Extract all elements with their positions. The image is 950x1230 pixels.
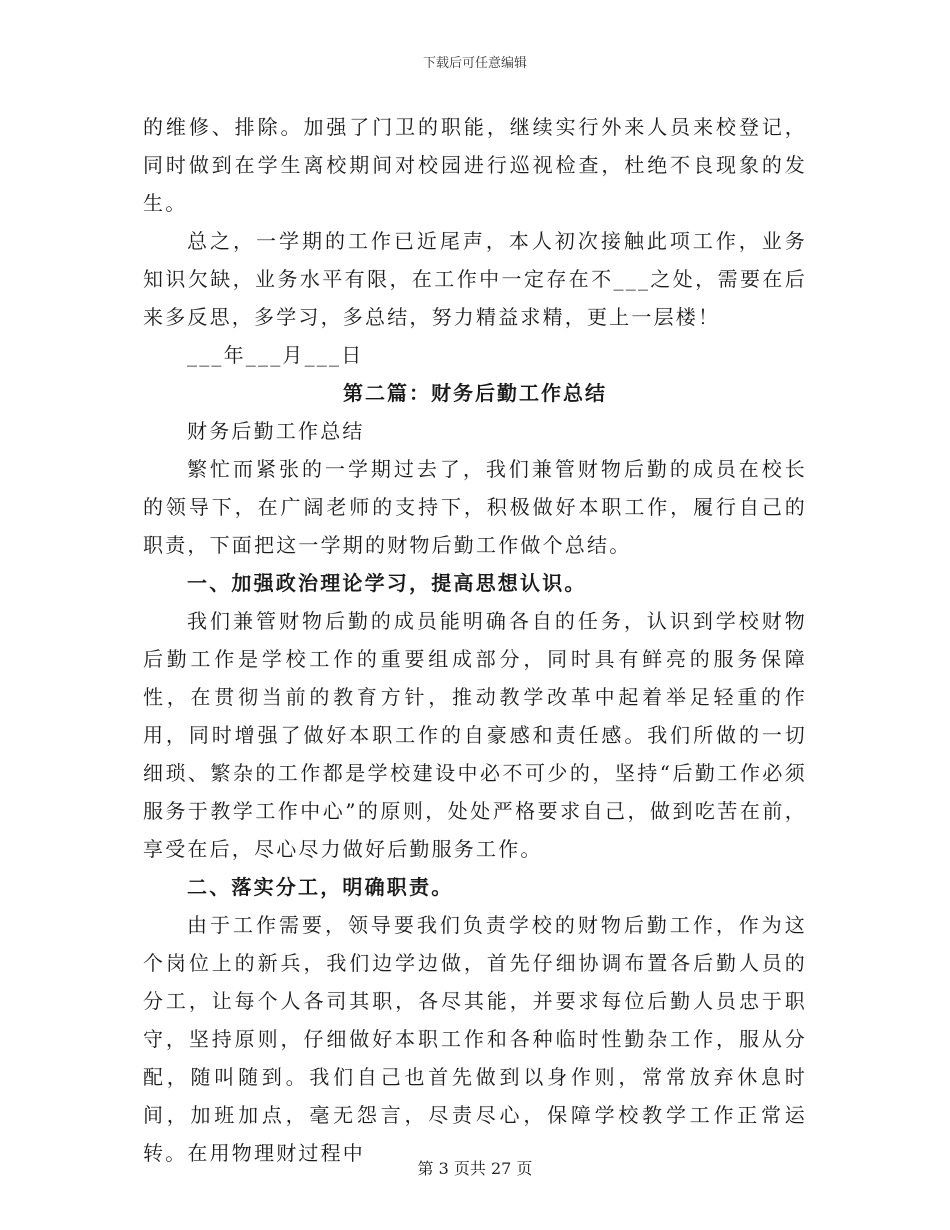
section-subtitle: 财务后勤工作总结	[187, 419, 365, 443]
paragraph-one: 我们兼管财物后勤的成员能明确各自的任务，认识到学校财物后勤工作是学校工作的重要组成部分，同时具有鲜亮的服务保障性，在贯彻当前的教育方针，推动教学改革中起着举足轻重的作用，同时增强了做好本职工作的自豪感和责任感。我们所做的一切细琐、繁杂的工作都是学校建设中必不可少的，坚持“后勤工作必须服务于教学工作中心”的原则，处处严格要求自己，做到吃苦在前，享受在后，尽心尽力做好后勤服务工作。	[143, 609, 807, 861]
heading-two: 二、落实分工，明确职责。	[187, 875, 454, 899]
date-line: ___年___月___日	[187, 343, 364, 367]
paragraph-continuation: 的维修、排除。加强了门卫的职能，继续实行外来人员来校登记，同时做到在学生离校期间对校园进行巡视检查，杜绝不良现象的发生。	[143, 115, 807, 215]
paragraph-intro: 繁忙而紧张的一学期过去了，我们兼管财物后勤的成员在校长的领导下，在广阔老师的支持下，积极做好本职工作，履行自己的职责，下面把这一学期的财物后勤工作做个总结。	[143, 457, 807, 557]
heading-one: 一、加强政治理论学习，提高思想认识。	[187, 571, 587, 595]
section-title: 第二篇：财务后勤工作总结	[343, 381, 607, 405]
page-footer: 第 3 页共 27 页	[417, 1159, 533, 1178]
paragraph-two: 由于工作需要，领导要我们负责学校的财物后勤工作，作为这个岗位上的新兵，我们边学边做，首先仔细协调布置各后勤人员的分工，让每个人各司其职，各尽其能，并要求每位后勤人员忠于职守，坚持原则，仔细做好本职工作和各种临时性勤杂工作，服从分配，随叫随到。我们自己也首先做到以身作则，常常放弃休息时间，加班加点，毫无怨言，尽责尽心，保障学校教学工作正常运转。在用物理财过程中	[143, 913, 807, 1165]
page-header: 下载后可任意编辑	[422, 56, 527, 71]
document-body	[143, 108, 807, 1172]
paragraph-conclusion: 总之，一学期的工作已近尾声，本人初次接触此项工作，业务知识欠缺，业务水平有限，在工作中一定存在不___之处，需要在后来多反思，多学习，多总结，努力精益求精，更上一层楼！	[143, 229, 807, 329]
